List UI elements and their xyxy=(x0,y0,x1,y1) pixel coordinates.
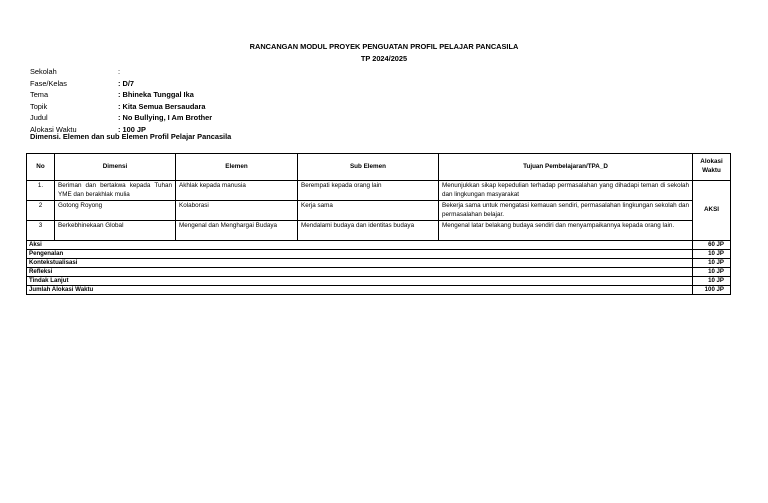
summary-row-kontekstualisasi xyxy=(27,259,731,268)
cell-sub-elemen: Berempati kepada orang lain xyxy=(298,181,439,201)
table-header-row xyxy=(27,154,731,181)
table-row xyxy=(27,221,731,241)
meta-label: Fase/Kelas xyxy=(30,78,67,88)
cell-no: 3 xyxy=(27,221,55,241)
table-row xyxy=(27,181,731,201)
profile-table xyxy=(26,153,731,295)
cell-no: 2 xyxy=(27,201,55,221)
summary-value: 10 JP xyxy=(693,259,731,268)
summary-row-pengenalan xyxy=(27,250,731,259)
header-sub-elemen: Sub Elemen xyxy=(298,154,439,181)
cell-elemen: Akhlak kepada manusia xyxy=(176,181,298,201)
document-title: RANCANGAN MODUL PROYEK PENGUATAN PROFIL PELAJAR PANCASILA xyxy=(249,42,519,51)
summary-value: 100 JP xyxy=(693,286,731,295)
cell-dimensi: Beriman dan bertakwa kepada Tuhan YME dan berakhlak mulia xyxy=(55,181,176,201)
summary-value: 60 JP xyxy=(693,241,731,250)
cell-elemen: Mengenal dan Menghargai Budaya xyxy=(176,221,298,241)
cell-sub-elemen: Mendalami budaya dan identitas budaya xyxy=(298,221,439,241)
document-subtitle: TP 2024/2025 xyxy=(360,54,408,63)
summary-value: 10 JP xyxy=(693,277,731,286)
cell-sub-elemen: Kerja sama xyxy=(298,201,439,221)
meta-value: : xyxy=(118,67,121,76)
meta-label: Judul xyxy=(30,113,48,123)
cell-dimensi: Berkebhinekaan Global xyxy=(55,221,176,241)
cell-alokasi-aksi: AKSI xyxy=(693,181,731,241)
meta-label: Tema xyxy=(30,90,49,100)
cell-tujuan: Menunjukkan sikap kepedulian terhadap permasalahan yang dihadapi teman di sekolah dan lingkungan masyarakat xyxy=(439,181,693,201)
summary-value: 10 JP xyxy=(693,250,731,259)
summary-label: Jumlah Alokasi Waktu xyxy=(27,286,693,295)
cell-elemen: Kolaborasi xyxy=(176,201,298,221)
summary-row-aksi xyxy=(27,241,731,250)
summary-label: Pengenalan xyxy=(27,250,693,259)
meta-value: : No Bullying, I Am Brother xyxy=(118,113,213,123)
summary-label: Aksi xyxy=(27,241,693,250)
meta-value: : Kita Semua Bersaudara xyxy=(118,101,206,111)
meta-value: : D/7 xyxy=(118,78,135,88)
meta-label: Alokasi Waktu xyxy=(30,124,77,134)
header-alokasi: Alokasi Waktu xyxy=(693,154,731,181)
cell-tujuan: Bekerja sama untuk mengatasi kemauan sendiri, permasalahan lingkungan sekolah dan permasalahan belajar. xyxy=(439,201,693,221)
table-row xyxy=(27,201,731,221)
meta-value: : Bhineka Tunggal Ika xyxy=(118,90,194,100)
summary-row-total xyxy=(27,286,731,295)
summary-label: Tindak Lanjut xyxy=(27,277,693,286)
summary-label: Refleksi xyxy=(27,268,693,277)
summary-value: 10 JP xyxy=(693,268,731,277)
cell-tujuan: Mengenal latar belakang budaya sendiri dan menyampaikannya kepada orang lain. xyxy=(439,221,693,241)
summary-row-refleksi xyxy=(27,268,731,277)
summary-label: Kontekstualisasi xyxy=(27,259,693,268)
header-dimensi: Dimensi xyxy=(55,154,176,181)
cell-dimensi: Gotong Royong xyxy=(55,201,176,221)
header-elemen: Elemen xyxy=(176,154,298,181)
summary-row-tindak-lanjut xyxy=(27,277,731,286)
header-tujuan: Tujuan Pembelajaran/TPA_D xyxy=(439,154,693,181)
meta-value: : 100 JP xyxy=(118,124,146,134)
meta-label: Topik xyxy=(30,101,48,111)
meta-label: Sekolah xyxy=(30,67,57,76)
section-title: Dimensi. Elemen dan sub Elemen Profil Pelajar Pancasila xyxy=(30,132,232,141)
header-no: No xyxy=(27,154,55,181)
cell-no: 1. xyxy=(27,181,55,201)
